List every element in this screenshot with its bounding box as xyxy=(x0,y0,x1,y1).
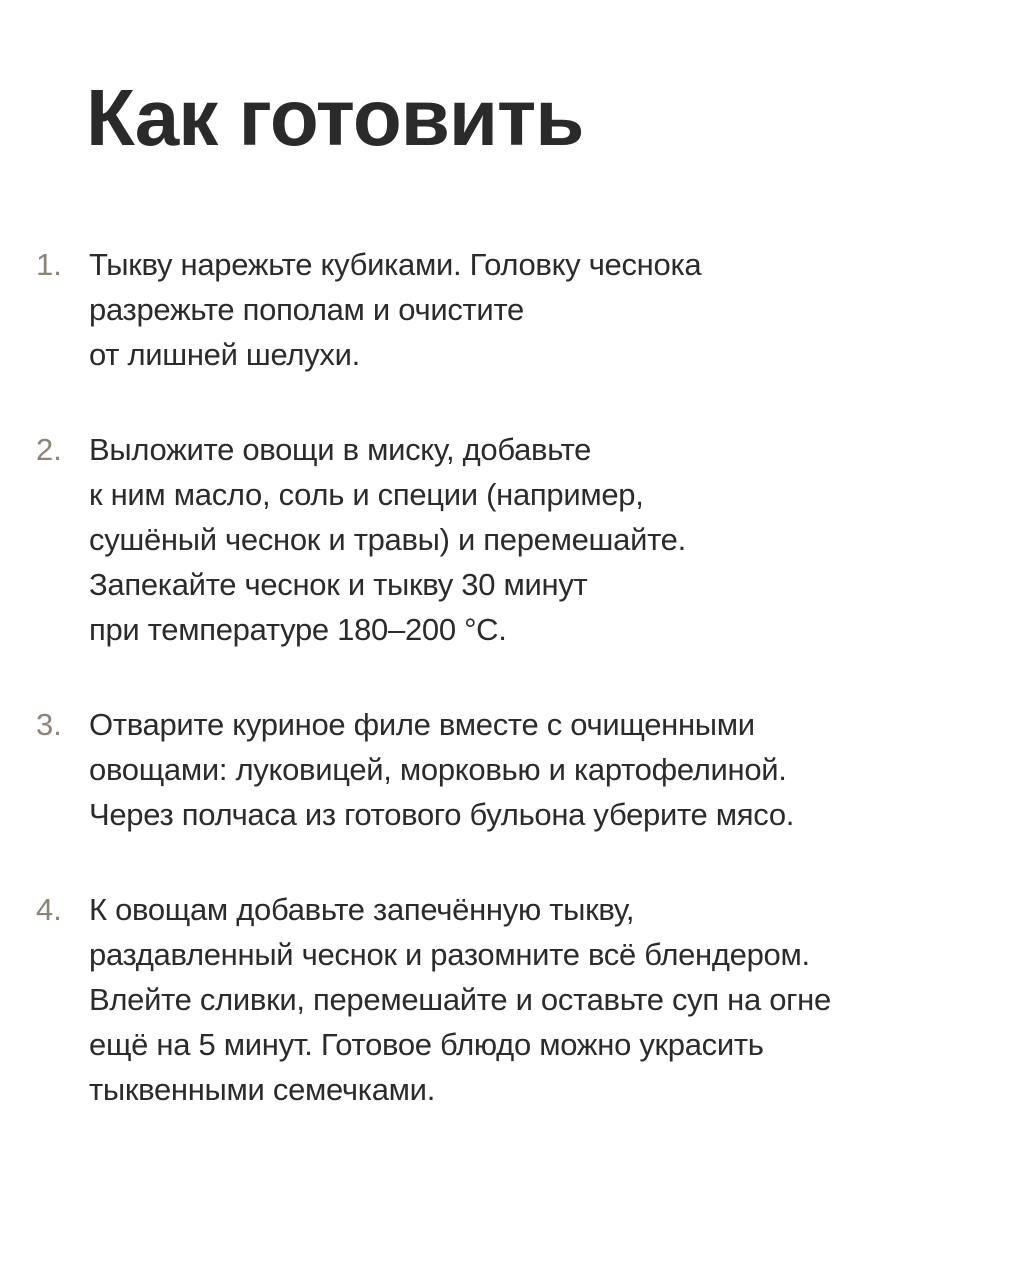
step-line: при температуре 180–200 °C. xyxy=(89,612,507,647)
step-line: от лишней шелухи. xyxy=(89,337,360,372)
step-text xyxy=(89,242,979,377)
step-line: сушёный чеснок и травы) и перемешайте. xyxy=(89,522,686,557)
step-line: Отварите куриное филе вместе с очищенными xyxy=(89,707,755,742)
step-line: раздавленный чеснок и разомните всё блендером. xyxy=(89,937,810,972)
step-line: Влейте сливки, перемешайте и оставьте суп на огне xyxy=(89,982,831,1017)
page-title: Как готовить xyxy=(86,73,584,162)
step-line: разрежьте пополам и очистите xyxy=(89,292,524,327)
step-number: 1. xyxy=(36,247,62,282)
step-line: тыквенными семечками. xyxy=(89,1072,436,1107)
step-text xyxy=(89,427,979,652)
step-number: 4. xyxy=(36,892,62,927)
step-text xyxy=(89,702,979,837)
step-number: 3. xyxy=(36,707,62,742)
step-line: Тыкву нарежьте кубиками. Головку чеснока xyxy=(89,247,702,282)
step-line: Выложите овощи в миску, добавьте xyxy=(89,432,592,467)
step-line: К овощам добавьте запечённую тыкву, xyxy=(89,892,635,927)
step-line: Запекайте чеснок и тыкву 30 минут xyxy=(89,567,588,602)
step-line: ещё на 5 минут. Готовое блюдо можно украсить xyxy=(89,1027,764,1062)
step-line: Через полчаса из готового бульона уберите мясо. xyxy=(89,797,795,832)
step-text xyxy=(89,887,979,1112)
step-line: овощами: луковицей, морковью и картофелиной. xyxy=(89,752,787,787)
step-number: 2. xyxy=(36,432,62,467)
step-line: к ним масло, соль и специи (например, xyxy=(89,477,644,512)
